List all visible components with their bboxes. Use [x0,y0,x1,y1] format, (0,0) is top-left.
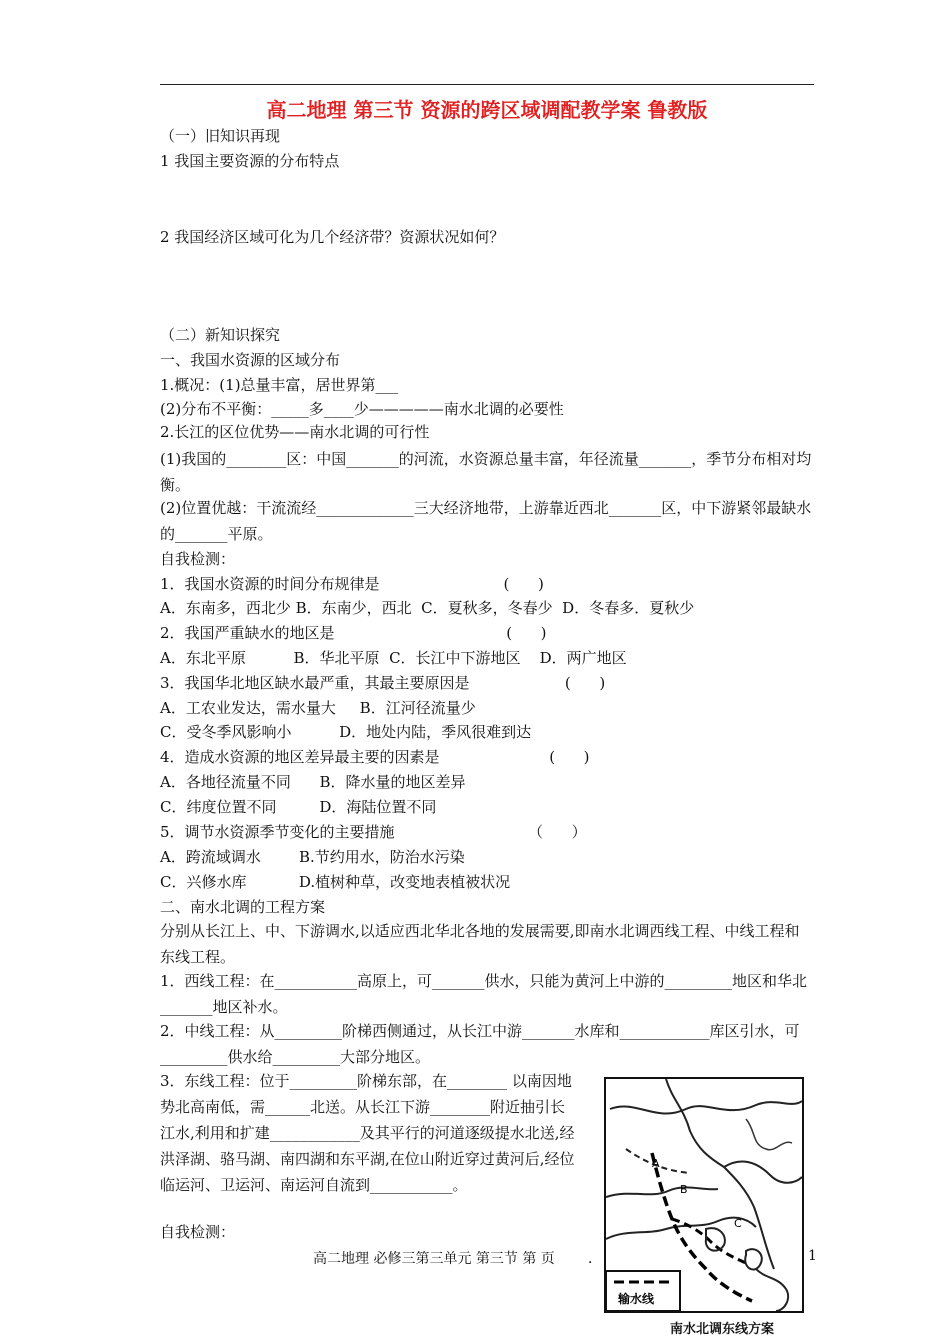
quiz-question: 4．造成水资源的地区差异最主要的因素是 ( ) [160,748,590,766]
self-check-heading: 自我检测： [160,1223,236,1241]
quiz-options: A．东北平原 B．华北平原 C．长江中下游地区 D．两广地区 [160,649,627,667]
quiz-question: 2．我国严重缺水的地区是 ( ) [160,624,547,642]
east-route-map [604,1077,804,1313]
text-paragraph: (1)我国的________区：中国_______的河流，水资源总量丰富，年径流量_______，季节分布相对均衡。 [160,450,812,494]
quiz-options: A．跨流域调水 B.节约用水，防治水污染 [160,848,465,866]
page-number: 1 [808,1248,817,1264]
text-line: 1.概况：(1)总量丰富，居世界第___ [160,376,399,394]
page-footer: 高二地理 必修三第三单元 第三节 第 页 [313,1251,555,1267]
subsection-heading: 一、我国水资源的区域分布 [160,351,341,369]
quiz-options: A．工农业发达，需水量大 B．江河径流量少 [160,699,476,717]
quiz-options: A．东南多，西北少 B．东南少，西北 C．夏秋多，冬春少 D．冬春多．夏秋少 [160,599,695,617]
text-paragraph: 2．中线工程：从_________阶梯西侧通过，从长江中游_______水库和____________库区引水，可_________供水给_________大部分地区。 [160,1022,800,1066]
subsection-heading: 二、南水北调的工程方案 [160,898,326,916]
quiz-options: C．受冬季风影响小 D．地处内陆，季风很难到达 [160,723,532,741]
legend-label: 输水线 [618,1292,655,1306]
text-paragraph: 分别从长江上、中、下游调水,以适应西北华北各地的发展需要,即南水北调西线工程、中线工程和东线工程。 [160,922,800,966]
map-label-b: B [680,1183,688,1196]
text-paragraph: 1．西线工程：在___________高原上，可_______供水，只能为黄河上中游的_________地区和华北_______地区补水。 [160,972,808,1016]
header-rule [160,84,814,85]
text-paragraph: 3．东线工程：位于_________阶梯东部，在________ 以南因地势北高南低，需______北送。从长江下游________附近抽引长江水,利用和扩建____________及其平行的河道逐级提水北送,经洪泽湖、骆马湖、南四湖和东平湖,在位山附近穿过黄河后,经位临运河、卫运河、南运河自流到___________。 [160,1072,575,1194]
quiz-question: 5．调节水资源季节变化的主要措施 （ ） [160,823,587,841]
map-caption: 南水北调东线方案 [670,1322,775,1337]
text-line: 2.长江的区位优势——南水北调的可行性 [160,423,430,441]
map-label-a: A [652,1157,660,1170]
quiz-options: C．纬度位置不同 D．海陆位置不同 [160,798,437,816]
document-title: 高二地理 第三节 资源的跨区域调配教学案 鲁教版 [266,98,708,122]
quiz-options: C．兴修水库 D.植树种草，改变地表植被状况 [160,873,511,891]
question-line: 2 我国经济区域可化为几个经济带？资源状况如何？ [160,228,505,246]
quiz-question: 3．我国华北地区缺水最严重，其最主要原因是 ( ) [160,674,606,692]
section-new-heading: （二）新知识探究 [160,326,281,344]
quiz-options: A．各地径流量不同 B．降水量的地区差异 [160,773,466,791]
map-label-c: C [734,1217,742,1230]
quiz-question: 1．我国水资源的时间分布规律是 ( ) [160,575,544,593]
self-check-heading: 自我检测： [160,550,236,568]
text-line: (2)分布不平衡：_____多____少—————南水北调的必要性 [160,400,564,418]
east-route-map-drawing [606,1079,802,1311]
footer-dot: ． [588,1251,602,1267]
text-paragraph: (2)位置优越：干流流经_____________三大经济地带，上游靠近西北_______区，中下游紧邻最缺水的_______平原。 [160,499,812,543]
question-line: 1 我国主要资源的分布特点 [160,152,340,170]
section-review-heading: （一）旧知识再现 [160,127,281,145]
